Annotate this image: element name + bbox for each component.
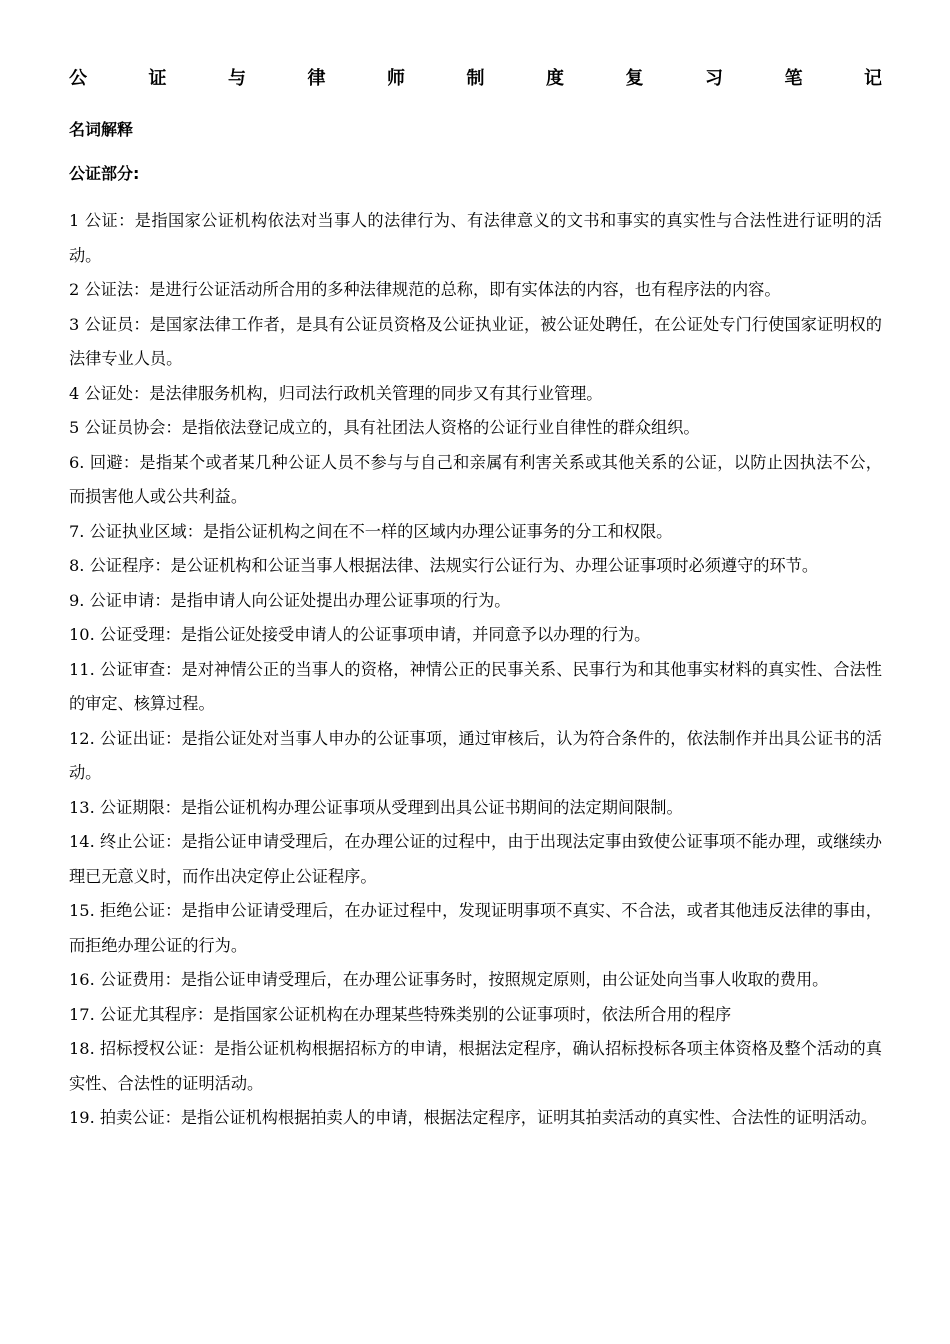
definition-entry: 13. 公证期限：是指公证机构办理公证事项从受理到出具公证书期间的法定期间限制。 (69, 797, 683, 817)
definition-entry: 3 公证员：是国家法律工作者，是具有公证员资格及公证执业证，被公证处聘任，在公证处专门行使国家证明权的法律专业人员。 (69, 314, 882, 368)
definition-entry: 2 公证法：是进行公证活动所合用的多种法律规范的总称，即有实体法的内容，也有程序法的内容。 (69, 280, 781, 299)
title-char: 记 (864, 68, 882, 89)
title-char: 证 (148, 68, 167, 89)
definition-entry: 19. 拍卖公证：是指公证机构根据拍卖人的申请，根据法定程序，证明其拍卖活动的真实性、合法性的证明活动。 (69, 1108, 877, 1127)
definition-entry: 15. 拒绝公证：是指申公证请受理后，在办证过程中，发现证明事项不真实、不合法，或者其他违反法律的事由，而拒绝办理公证的行为。 (69, 901, 882, 955)
definition-entry: 10. 公证受理：是指公证处接受申请人的公证事项申请，并同意予以办理的行为。 (69, 625, 651, 644)
definition-entry: 11. 公证审查：是对神情公正的当事人的资格，神情公正的民事关系、民事行为和其他事实材料的真实性、合法性的审定、核算过程。 (69, 659, 882, 713)
title-char: 习 (705, 68, 723, 89)
document-title (69, 62, 882, 96)
definition-entry: 1 公证：是指国家公证机构依法对当事人的法律行为、有法律意义的文书和事实的真实性与合法性进行证明的活动。 (69, 211, 882, 265)
definition-entry: 5 公证员协会：是指依法登记成立的，具有社团法人资格的公证行业自律性的群众组织。 (69, 418, 700, 437)
definition-entry: 9. 公证申请：是指申请人向公证处提出办理公证事项的行为。 (69, 590, 511, 610)
definition-entry: 17. 公证尤其程序：是指国家公证机构在办理某些特殊类别的公证事项时，依法所合用的程序 (69, 1004, 732, 1024)
title-char: 笔 (784, 68, 803, 89)
definition-entry: 6. 回避：是指某个或者某几种公证人员不参与与自己和亲属有利害关系或其他关系的公证，以防止因执法不公，而损害他人或公共利益。 (69, 452, 882, 506)
definition-list (69, 204, 882, 1136)
definition-entry: 4 公证处：是法律服务机构，归司法行政机关管理的同步又有其行业管理。 (69, 383, 603, 403)
definition-entry: 14. 终止公证：是指公证申请受理后，在办理公证的过程中，由于出现法定事由致使公证事项不能办理，或继续办理已无意义时，而作出决定停止公证程序。 (69, 832, 882, 886)
section-heading: 名词解释 (69, 120, 134, 139)
definition-entry: 7. 公证执业区域：是指公证机构之间在不一样的区域内办理公证事务的分工和权限。 (69, 521, 673, 541)
definition-entry: 18. 招标授权公证：是指公证机构根据招标方的申请，根据法定程序，确认招标投标各项主体资格及整个活动的真实性、合法性的证明活动。 (69, 1039, 882, 1093)
title-char: 律 (307, 68, 326, 89)
subsection-heading: 公证部分: (69, 164, 140, 183)
title-char: 与 (228, 68, 246, 89)
definition-entry: 12. 公证出证：是指公证处对当事人申办的公证事项，通过审核后，认为符合条件的，依法制作并出具公证书的活动。 (69, 728, 882, 782)
title-char: 公 (69, 68, 87, 89)
title-char: 复 (625, 68, 644, 89)
document-page (69, 62, 882, 1136)
definition-entry: 8. 公证程序：是公证机构和公证当事人根据法律、法规实行公证行为、办理公证事项时必须遵守的环节。 (69, 556, 819, 575)
definition-entry: 16. 公证费用：是指公证申请受理后，在办理公证事务时，按照规定原则，由公证处向当事人收取的费用。 (69, 970, 829, 989)
title-char: 制 (466, 68, 485, 89)
title-char: 度 (546, 68, 564, 89)
title-char: 师 (387, 68, 405, 89)
